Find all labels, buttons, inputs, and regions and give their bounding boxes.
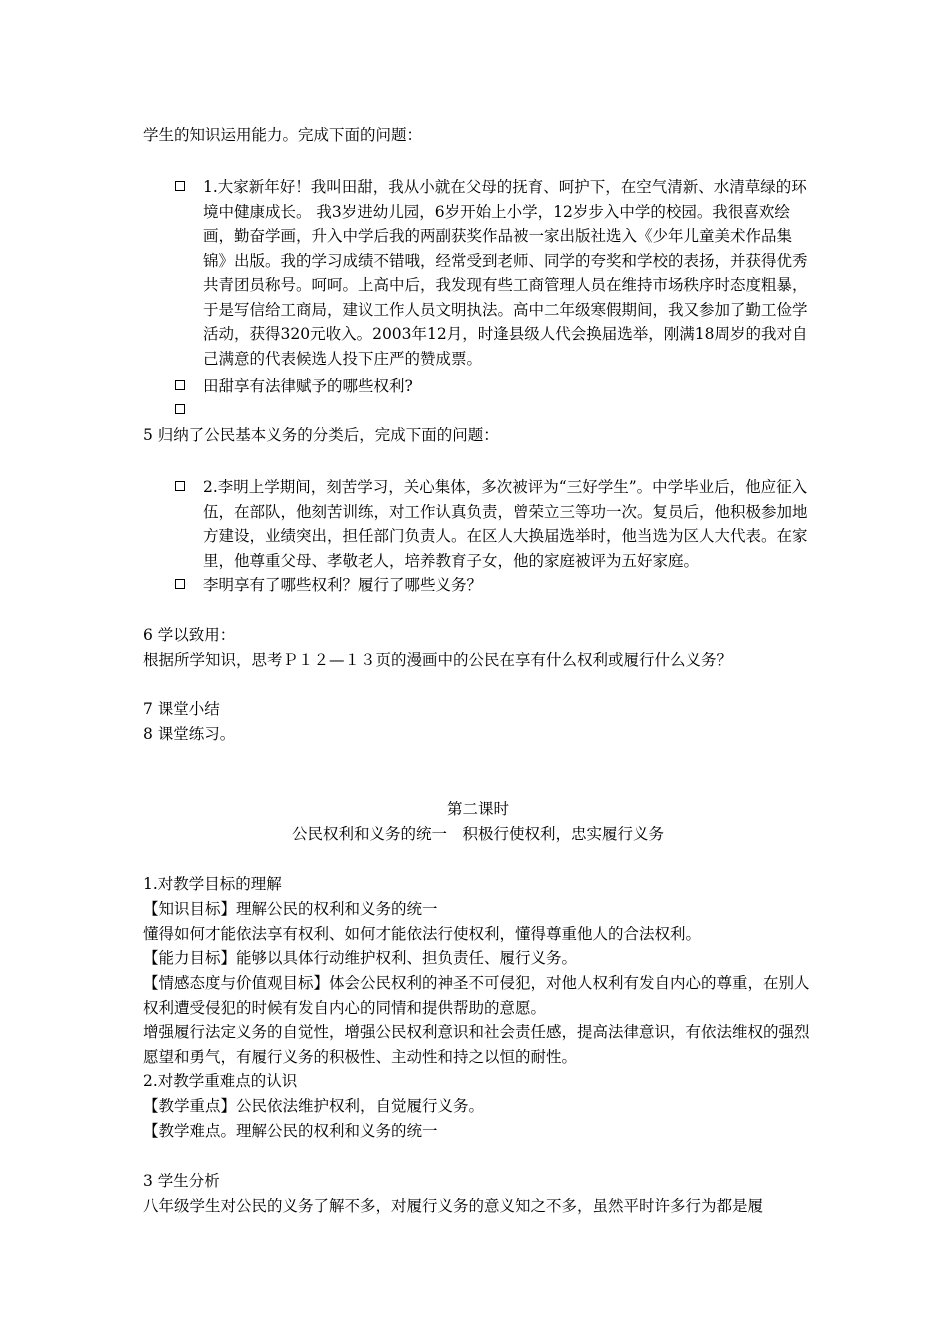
list-item [175,398,815,422]
list-item [175,175,815,371]
paragraph: 懂得如何才能依法享有权利、如何才能依法行使权利，懂得尊重他人的合法权利。 [143,925,702,943]
paragraph: 【情感态度与价值观目标】体会公民权利的神圣不可侵犯，对他人权利有发自内心的尊重，在别人权利遭受侵犯的时候有发自内心的同情和提供帮助的意愿。 [143,974,810,1017]
paragraph: 【教学难点。理解公民的权利和义务的统一 [143,1122,438,1140]
checkbox-icon [175,181,185,191]
section-heading: 6 学以致用： [143,626,236,644]
paragraph: 八年级学生对公民的义务了解不多，对履行义务的意义知之不多，虽然平时许多行为都是履 [143,1197,764,1215]
checkbox-icon [175,579,185,589]
section-heading: 2.对教学重难点的认识 [143,1072,298,1090]
paragraph: 【知识目标】理解公民的权利和义务的统一 [143,900,438,918]
checkbox-icon [175,481,185,491]
list-item [175,475,815,573]
list-item-text: 田甜享有法律赋予的哪些权利? [203,377,413,395]
section-heading: 8 课堂练习。 [143,725,236,743]
intro-line: 学生的知识运用能力。完成下面的问题： [143,126,423,144]
checkbox-icon [175,380,185,390]
list-item-text: 李明享有了哪些权利？履行了哪些义务？ [203,576,483,594]
list-item [175,573,815,597]
lesson-subtitle: 公民权利和义务的统一 积极行使权利，忠实履行义务 [291,825,664,843]
checkbox-icon [175,404,185,414]
lesson-title: 第二课时 [446,800,509,818]
paragraph: 【教学重点】公民依法维护权利，自觉履行义务。 [143,1097,485,1115]
list-item-text: 2.李明上学期间，刻苦学习，关心集体，多次被评为“三好学生”。中学毕业后，他应征入伍，在部队，他刻苦训练，对工作认真负责，曾荣立三等功一次。复员后，他积极参加地方建设，业绩突出，担任部门负责人。在区人大换届选举时，他当选为区人大代表。在家里，他尊重父母、孝敬老人，培养教育子女，他的家庭被评为五好家庭。 [203,478,808,570]
list-item-text: 1.大家新年好！我叫田甜，我从小就在父母的抚育、呵护下，在空气清新、水清草绿的环境中健康成长。 我3岁进幼儿园，6岁开始上小学，12岁步入中学的校园。我很喜欢绘画，勤奋学画，升入中学后我的两副获奖作品被一家出版社选入《少年儿童美术作品集锦》出版。我的学习成绩不错哦，经常受到老师、同学的夸奖和学校的表扬，并获得优秀共青团员称号。呵呵。上高中后，我发现有些工商管理人员在维持市场秩序时态度粗暴，于是写信给工商局，建议工作人员文明执法。高中二年级寒假期间，我又参加了勤工俭学活动，获得320元收入。2003年12月，时逢县级人代会换届选举，刚满18周岁的我对自己满意的代表候选人投下庄严的赞成票。 [203,178,808,368]
section-heading: 1.对教学目标的理解 [143,875,282,893]
section-heading: 3 学生分析 [143,1172,220,1190]
paragraph: 【能力目标】能够以具体行动维护权利、担负责任、履行义务。 [143,949,578,967]
section-heading: 5 归纳了公民基本义务的分类后，完成下面的问题： [143,426,499,444]
section-heading: 7 课堂小结 [143,700,220,718]
paragraph: 增强履行法定义务的自觉性，增强公民权利意识和社会责任感，提高法律意识，有依法维权的强烈愿望和勇气，有履行义务的积极性、主动性和持之以恒的耐性。 [143,1023,810,1066]
paragraph: 根据所学知识，思考Ｐ１２—１３页的漫画中的公民在享有什么权利或履行什么义务？ [143,651,733,669]
list-item [175,374,815,398]
